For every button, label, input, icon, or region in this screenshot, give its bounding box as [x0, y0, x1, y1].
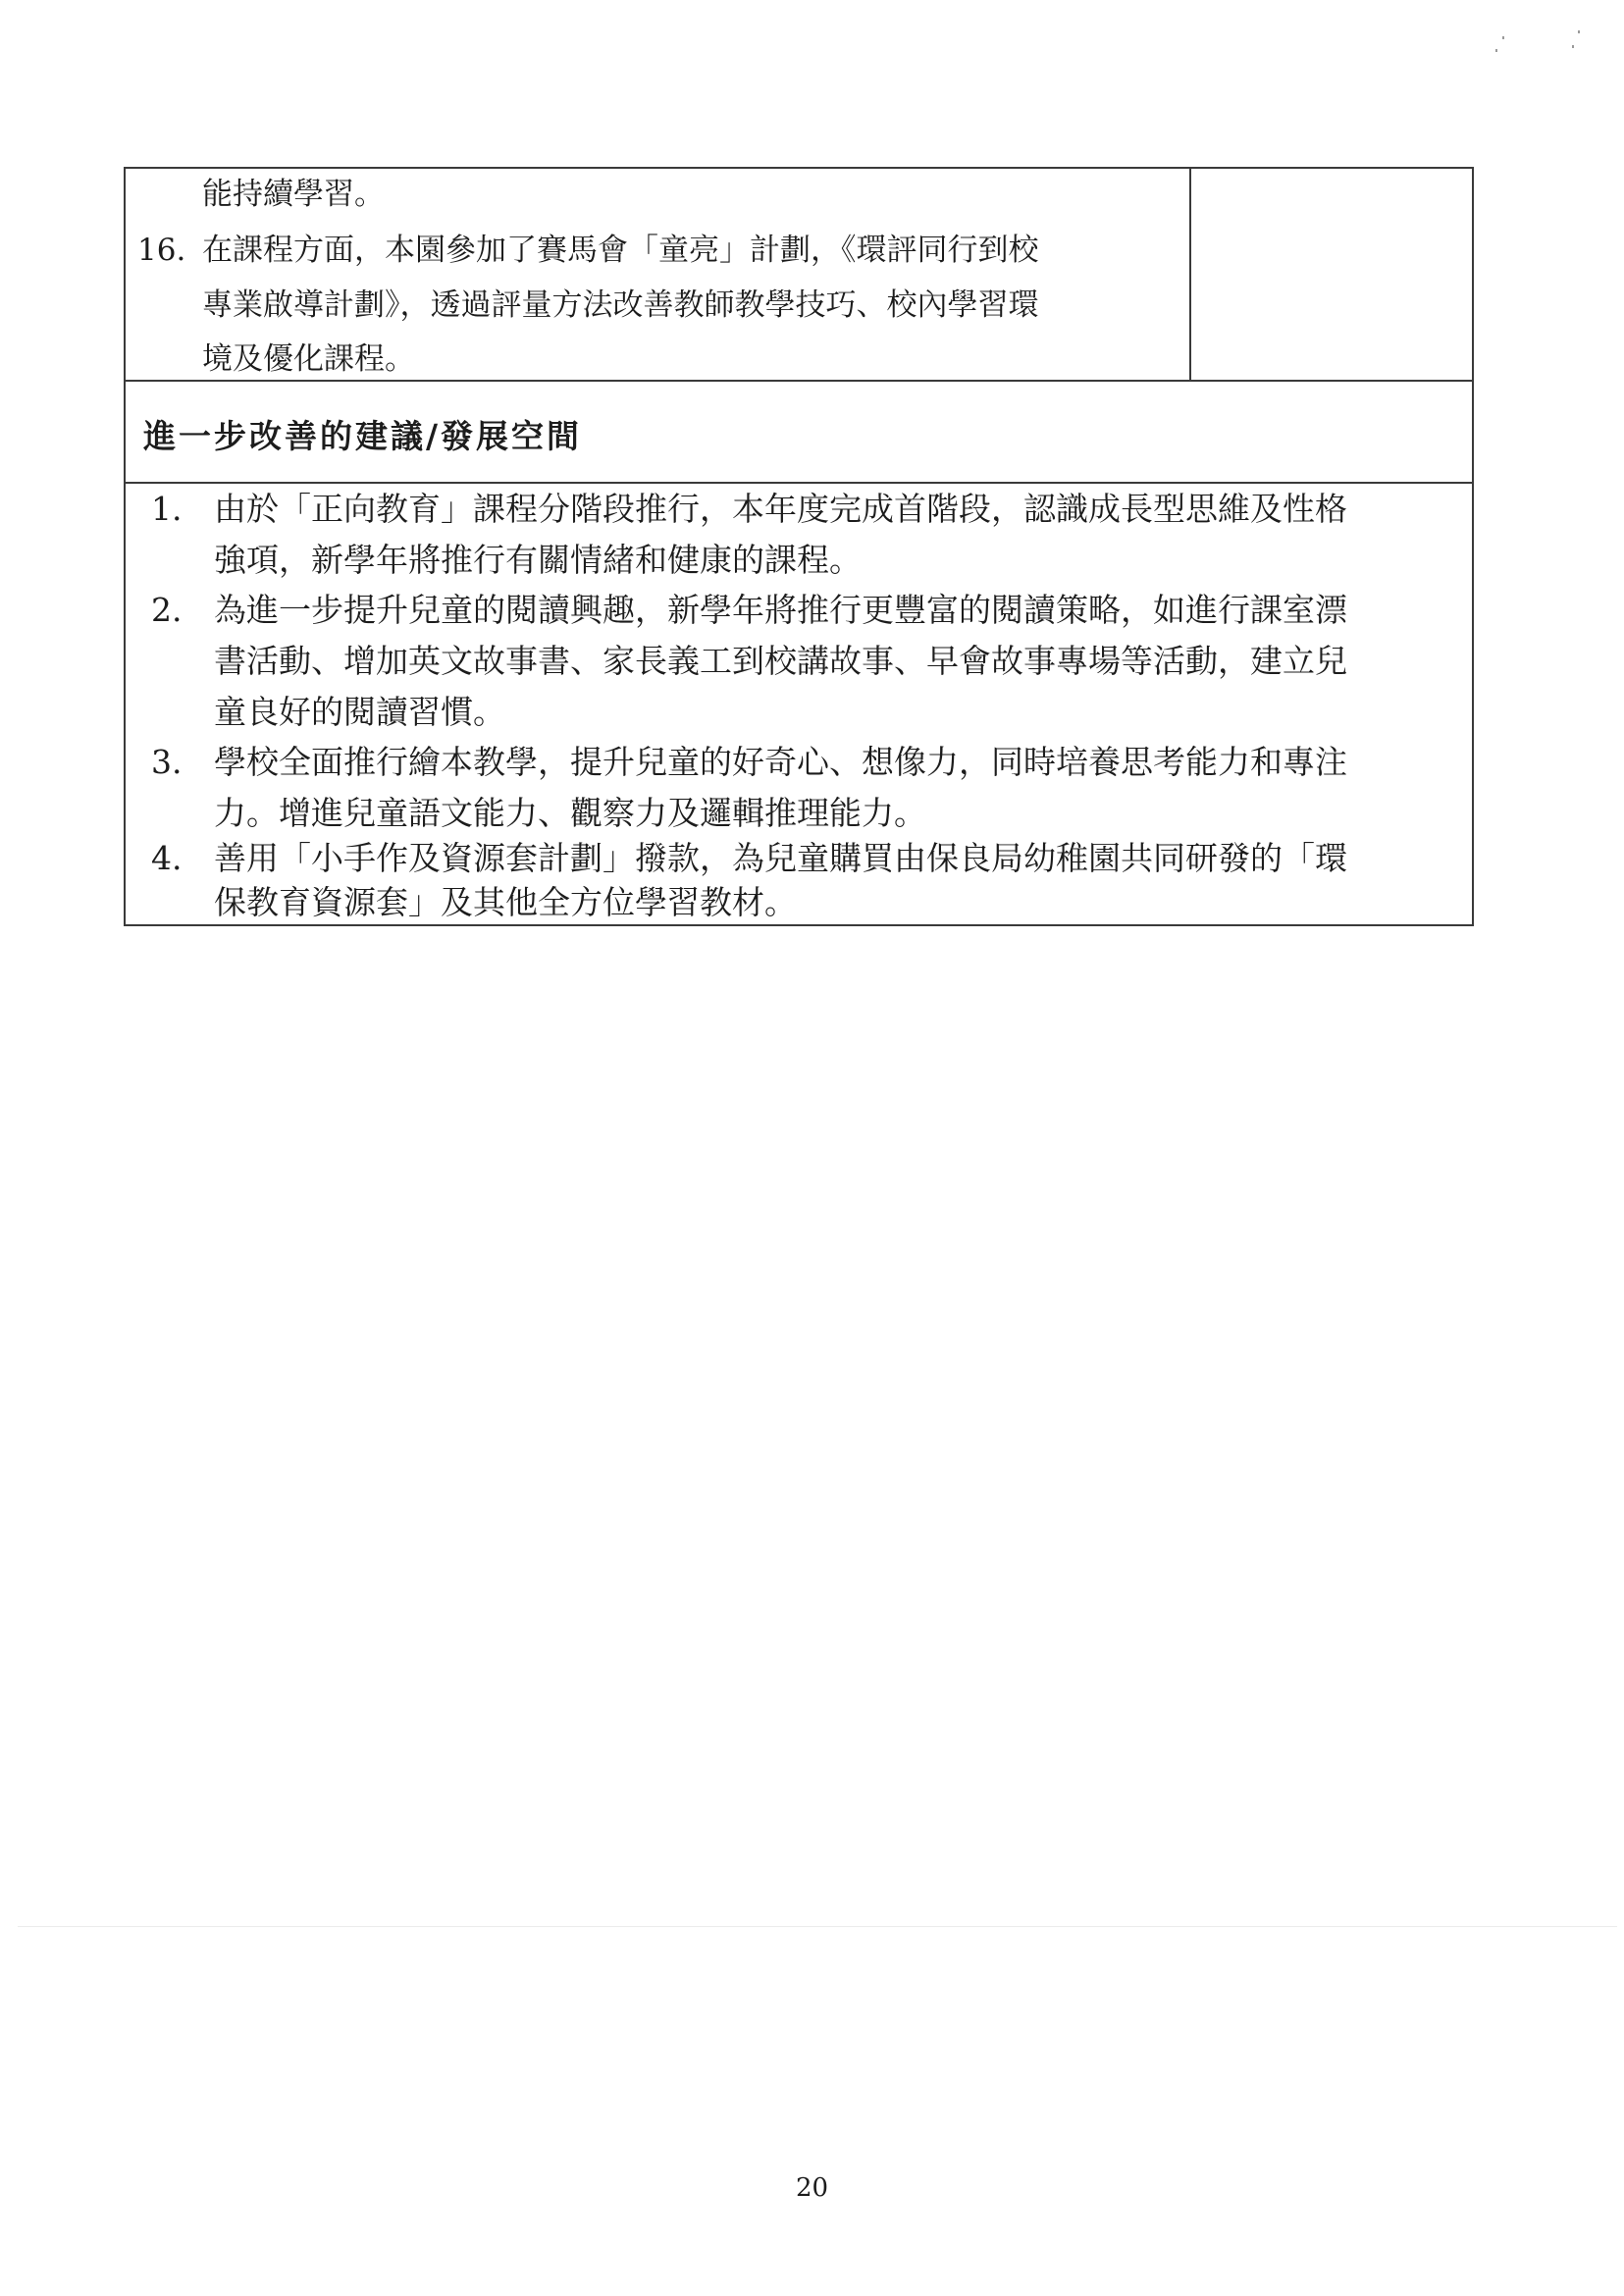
item-number: 1. — [151, 490, 183, 528]
section-title: 進一步改善的建議/發展空間 — [143, 417, 583, 455]
page-number: 20 — [795, 2173, 829, 2203]
list-item-line: 力。增進兒童語文能力、觀察力及邏輯推理能力。 — [214, 794, 926, 832]
list-item-line: 童良好的閱讀習慣。 — [214, 693, 505, 731]
item-16-number: 16. — [137, 233, 186, 268]
list-item-line: 保教育資源套」及其他全方位學習教材。 — [214, 883, 797, 921]
continued-line: 能持續學習。 — [202, 177, 385, 212]
scan-artifact-line — [18, 1926, 1617, 1927]
item-number: 3. — [151, 743, 183, 781]
list-item-line: 為進一步提升兒童的閱讀興趣，新學年將推行更豐富的閱讀策略，如進行課室漂 — [214, 591, 1347, 629]
empty-cell — [1191, 169, 1472, 380]
item-number: 4. — [151, 839, 183, 877]
achievement-cell — [126, 169, 1191, 380]
list-item-line: 書活動、增加英文故事書、家長義工到校講故事、早會故事專場等活動，建立兒 — [214, 642, 1347, 680]
list-item-line: 強項，新學年將推行有關情緒和健康的課程。 — [214, 541, 862, 579]
suggestions-list — [124, 482, 1474, 926]
scan-speck — [1578, 30, 1580, 33]
list-item-line: 由於「正向教育」課程分階段推行，本年度完成首階段，認識成長型思維及性格 — [214, 490, 1347, 528]
scan-speck — [1572, 45, 1574, 48]
item-16-line: 專業啟導計劃》，透過評量方法改善教師教學技巧、校內學習環 — [202, 287, 1039, 323]
suggestions-header-cell — [124, 380, 1474, 484]
item-16-line: 在課程方面，本園參加了賽馬會「童亮」計劃，《環評同行到校 — [202, 233, 1039, 268]
achievement-table — [124, 167, 1474, 382]
list-item-line: 善用「小手作及資源套計劃」撥款，為兒童購買由保良局幼稚園共同研發的「環 — [214, 839, 1347, 877]
item-16-line: 境及優化課程。 — [202, 341, 415, 377]
list-item-line: 學校全面推行繪本教學，提升兒童的好奇心、想像力，同時培養思考能力和專注 — [214, 743, 1347, 781]
item-number: 2. — [151, 591, 183, 629]
scan-speck — [1502, 36, 1504, 39]
scan-speck — [1495, 49, 1497, 52]
